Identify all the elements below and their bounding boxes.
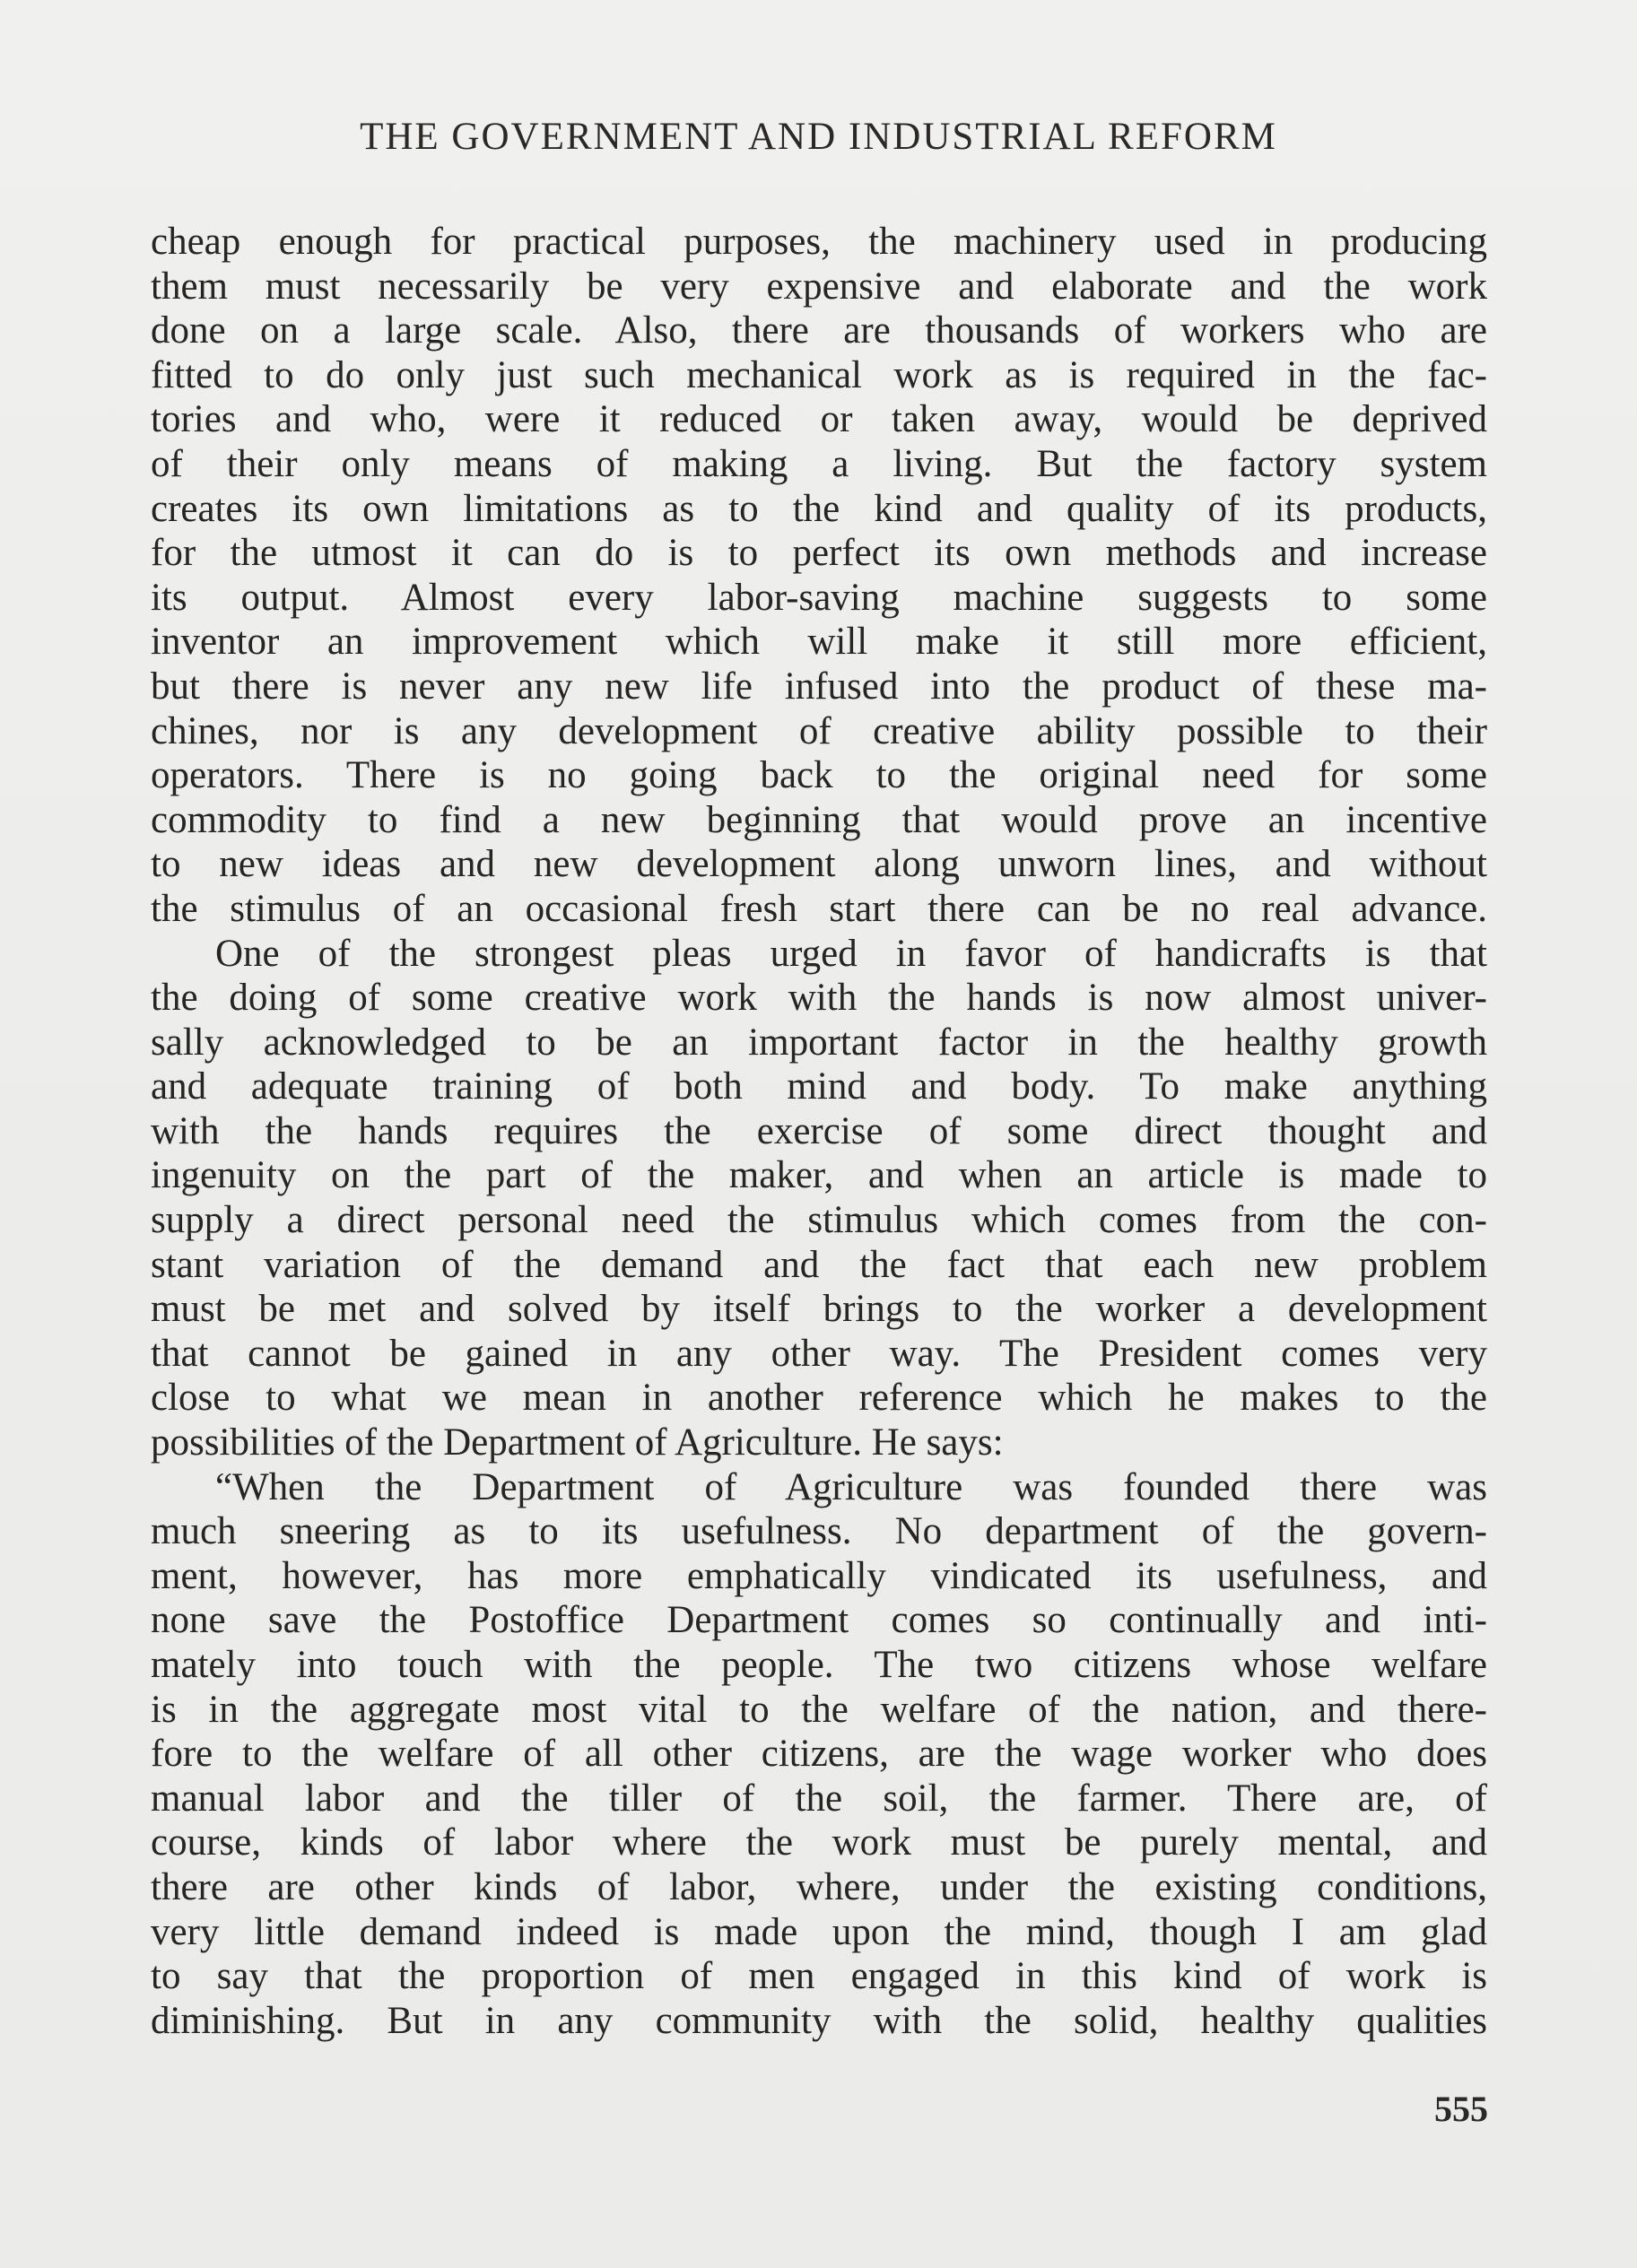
text-line: fitted to do only just such mechanical work as is required in the fac- (151, 353, 1487, 396)
text-line: must be met and solved by itself brings to the worker a development (151, 1288, 1487, 1331)
text-line: none save the Postoffice Department comes so continually and inti- (151, 1599, 1487, 1642)
text-line: is in the aggregate most vital to the welfare of the nation, and there- (151, 1688, 1487, 1731)
quote-start-line: “When the Department of Agriculture was founded there was (215, 1465, 1487, 1508)
text-line: much sneering as to its usefulness. No department of the govern- (151, 1510, 1487, 1553)
text-line: course, kinds of labor where the work must be purely mental, and (151, 1821, 1487, 1864)
text-line: with the hands requires the exercise of some direct thought and (151, 1109, 1487, 1152)
text-line: sally acknowledged to be an important factor in the healthy growth (151, 1021, 1487, 1064)
text-line: and adequate training of both mind and body. To make anything (151, 1065, 1487, 1108)
text-line: mately into touch with the people. The two citizens whose welfare (151, 1644, 1487, 1686)
text-line: commodity to find a new beginning that would prove an incentive (151, 798, 1487, 841)
text-line: tories and who, were it reduced or taken away, would be deprived (151, 398, 1487, 441)
text-line: chines, nor is any development of creative ability possible to their (151, 709, 1487, 752)
body-text (151, 220, 1487, 2043)
text-line: but there is never any new life infused into the product of these ma- (151, 665, 1487, 708)
text-line: operators. There is no going back to the original need for some (151, 754, 1487, 797)
text-line: supply a direct personal need the stimulus which comes from the con- (151, 1199, 1487, 1242)
text-line: manual labor and the tiller of the soil, the farmer. There are, of (151, 1777, 1487, 1820)
text-line: the stimulus of an occasional fresh start there can be no real advance. (151, 887, 1487, 930)
text-line: diminishing. But in any community with the solid, healthy qualities (151, 1999, 1487, 2042)
text-line: there are other kinds of labor, where, under the existing conditions, (151, 1865, 1487, 1908)
running-head: THE GOVERNMENT AND INDUSTRIAL REFORM (360, 116, 1277, 158)
text-line: inventor an improvement which will make it still more efficient, (151, 621, 1487, 664)
text-line: done on a large scale. Also, there are thousands of workers who are (151, 309, 1487, 352)
text-line: to new ideas and new development along unworn lines, and without (151, 843, 1487, 886)
text-line: the doing of some creative work with the hands is now almost univer- (151, 977, 1487, 1020)
text-line: to say that the proportion of men engaged in this kind of work is (151, 1955, 1487, 1998)
text-line: its output. Almost every labor-saving machine suggests to some (151, 576, 1487, 619)
text-line: ment, however, has more emphatically vindicated its usefulness, and (151, 1554, 1487, 1597)
paragraph-start-line: One of the strongest pleas urged in favor of handicrafts is that (215, 932, 1487, 975)
paragraph-end-line: possibilities of the Department of Agriculture. He says: (151, 1421, 1004, 1464)
page-number: 555 (1434, 2089, 1488, 2129)
text-line: stant variation of the demand and the fact that each new problem (151, 1243, 1487, 1286)
text-line: that cannot be gained in any other way. The President comes very (151, 1332, 1487, 1375)
text-line: ingenuity on the part of the maker, and when an article is made to (151, 1154, 1487, 1197)
text-line: them must necessarily be very expensive and elaborate and the work (151, 265, 1487, 308)
text-line: for the utmost it can do is to perfect its own methods and increase (151, 532, 1487, 575)
text-line: fore to the welfare of all other citizens, are the wage worker who does (151, 1733, 1487, 1776)
text-line: close to what we mean in another reference which he makes to the (151, 1377, 1487, 1420)
text-line: cheap enough for practical purposes, the machinery used in producing (151, 221, 1487, 263)
text-line: of their only means of making a living. But the factory system (151, 442, 1487, 485)
text-line: very little demand indeed is made upon the mind, though I am glad (151, 1910, 1487, 1953)
text-line: creates its own limitations as to the kind and quality of its products, (151, 487, 1487, 530)
